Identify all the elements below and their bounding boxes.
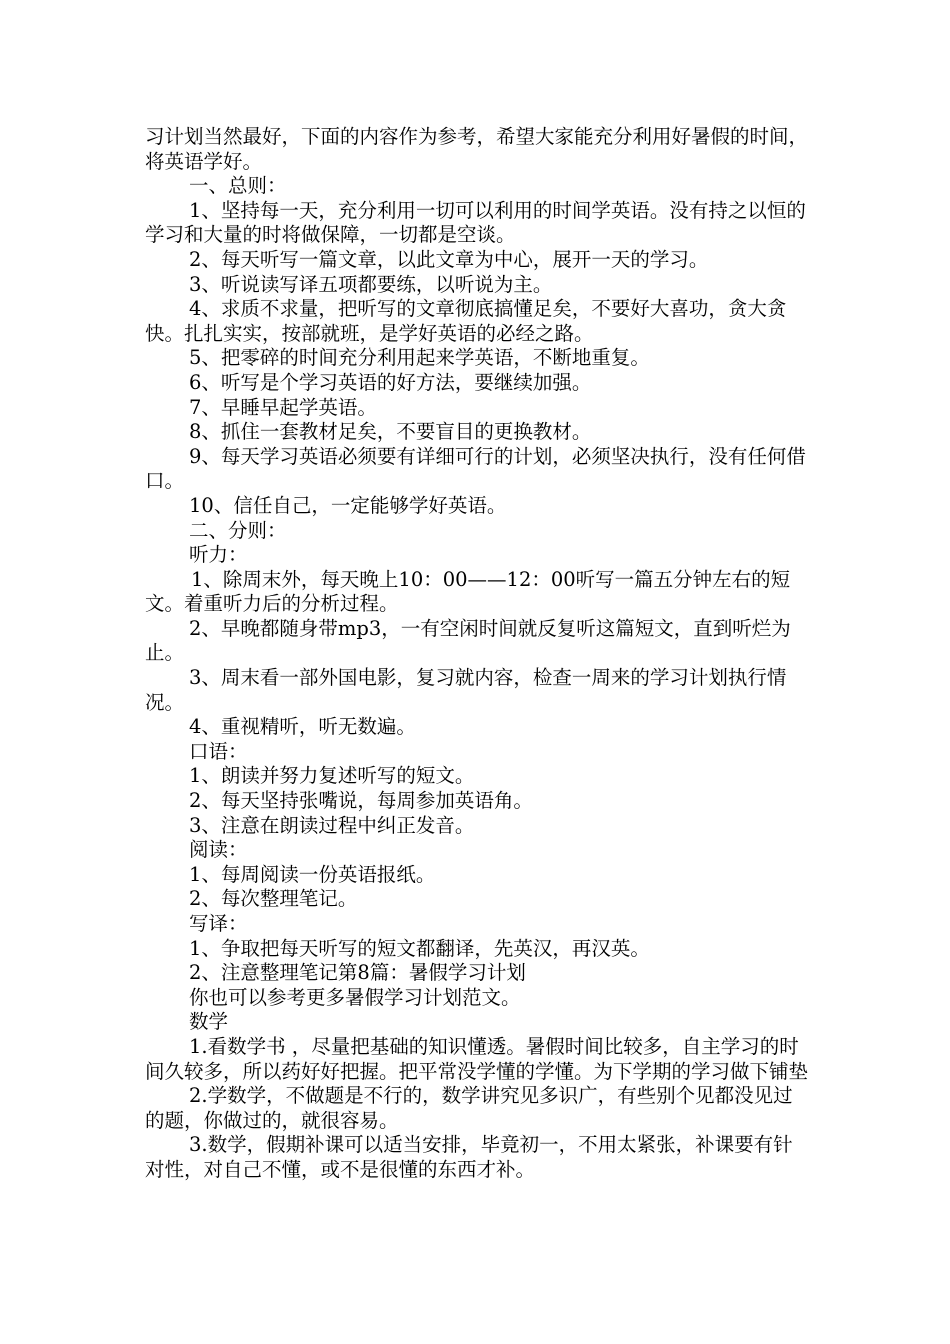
paragraph: 6、听写是个学习英语的好方法，要继续加强。 — [189, 370, 592, 394]
paragraph: 5、把零碎的时间充分利用起来学英语，不断地重复。 — [189, 346, 650, 370]
paragraph: 你也可以参考更多暑假学习计划范文。 — [189, 985, 521, 1009]
paragraph: 3、听说读写译五项都要练，以听说为主。 — [189, 272, 553, 296]
document-body — [145, 125, 810, 1183]
paragraph: 2、每次整理笔记。 — [189, 887, 358, 911]
paragraph: 2、每天听写一篇文章，以此文章为中心，展开一天的学习。 — [189, 247, 709, 271]
paragraph: 1、每周阅读一份英语报纸。 — [189, 862, 436, 886]
paragraph: 9、每天学习英语必须要有详细可行的计划，必须坚决执行，没有任何借口。 — [145, 444, 806, 493]
paragraph: 7、早睡早起学英语。 — [189, 395, 377, 419]
paragraph: 2、注意整理笔记第8篇：暑假学习计划 — [189, 961, 526, 985]
paragraph: 3.数学，假期补课可以适当安排，毕竟初一，不用太紧张，补课要有针对性，对自己不懂，或不是很懂的东西才补。 — [145, 1133, 793, 1181]
subsection-heading: 口语： — [189, 739, 248, 763]
paragraph: 2、早晚都随身带mp3，一有空闲时间就反复听这篇短文，直到听烂为止。 — [145, 616, 791, 665]
paragraph: 4、求质不求量，把听写的文章彻底搞懂足矣，不要好大喜功，贪大贪快。扎扎实实，按部就班，是学好英语的必经之路。 — [145, 297, 787, 345]
paragraph: 1.看数学书 ，尽量把基础的知识懂透。暑假时间比较多，自主学习的时间久较多，所以药好好把握。把平常没学懂的学懂。为下学期的学习做下铺垫 — [145, 1034, 809, 1083]
paragraph: 3、注意在朗读过程中纠正发音。 — [189, 813, 475, 837]
paragraph: 1、争取把每天听写的短文都翻译，先英汉，再汉英。 — [189, 936, 650, 960]
paragraph: 1、坚持每一天，充分利用一切可以利用的时间学英语。没有持之以恒的学习和大量的时将做保障，一切都是空谈。 — [145, 198, 806, 247]
paragraph: 4、重视精听，听无数遍。 — [189, 715, 416, 739]
paragraph: 2.学数学，不做题是不行的，数学讲究见多识广，有些别个见都没见过的题，你做过的，就很容易。 — [145, 1084, 793, 1132]
paragraph: 10、信任自己，一定能够学好英语。 — [189, 493, 507, 517]
subsection-heading: 阅读： — [189, 838, 248, 862]
paragraph: 3、周末看一部外国电影，复习就内容，检查一周来的学习计划执行情况。 — [145, 666, 787, 714]
paragraph: 8、抓住一套教材足矣，不要盲目的更换教材。 — [189, 420, 592, 444]
paragraph: 2、每天坚持张嘴说，每周参加英语角。 — [189, 789, 533, 813]
paragraph: 习计划当然最好，下面的内容作为参考，希望大家能充分利用好暑假的时间，将英语学好。 — [145, 125, 809, 173]
section-heading: 二、分则： — [189, 518, 287, 542]
paragraph: 1、朗读并努力复述听写的短文。 — [189, 764, 475, 788]
subsection-heading: 写译： — [189, 912, 248, 935]
subsection-heading: 听力： — [189, 543, 248, 567]
section-heading: 一、总则： — [189, 174, 287, 198]
paragraph: 1、除周末外，每天晚上10：00——12：00听写一篇五分钟左右的短文。着重听力后的分析过程。 — [145, 567, 791, 616]
subsection-heading: 数学 — [189, 1010, 229, 1034]
